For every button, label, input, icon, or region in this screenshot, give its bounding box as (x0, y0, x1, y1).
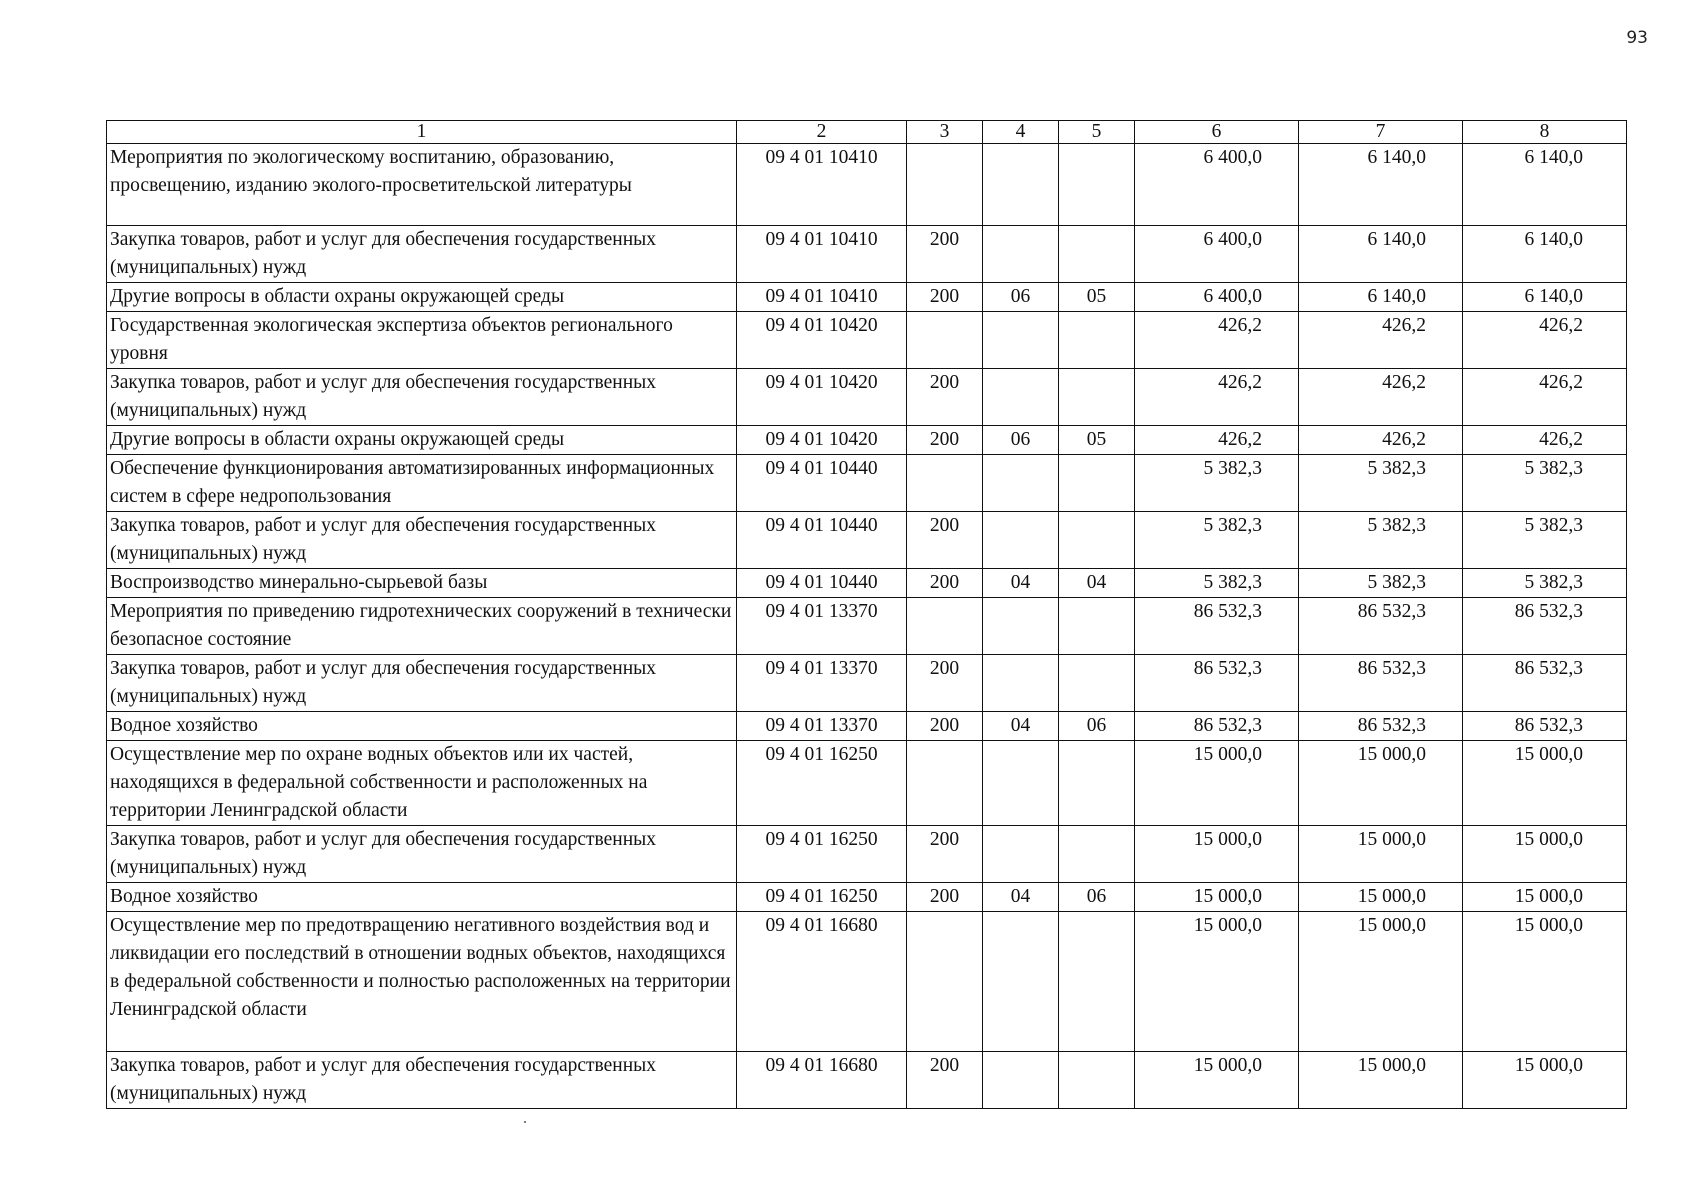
table-row (107, 226, 1627, 283)
cell-col3 (907, 741, 983, 826)
table-header-row (107, 121, 1627, 144)
cell-col7: 6 140,0 (1299, 144, 1463, 226)
table-row (107, 826, 1627, 883)
cell-col5 (1059, 455, 1135, 512)
cell-name: Обеспечение функционирования автоматизированных информационных систем в сфере недропользования (107, 455, 737, 512)
budget-table (106, 120, 1627, 1109)
cell-col5 (1059, 512, 1135, 569)
cell-col5 (1059, 655, 1135, 712)
cell-col8: 426,2 (1463, 426, 1627, 455)
cell-col6: 15 000,0 (1135, 826, 1299, 883)
cell-col8: 86 532,3 (1463, 655, 1627, 712)
table-row (107, 655, 1627, 712)
cell-col4 (983, 226, 1059, 283)
cell-col8: 6 140,0 (1463, 283, 1627, 312)
cell-col5: 05 (1059, 283, 1135, 312)
cell-col5 (1059, 912, 1135, 1052)
cell-col6: 426,2 (1135, 312, 1299, 369)
cell-code: 09 4 01 10440 (737, 569, 907, 598)
cell-code: 09 4 01 10420 (737, 426, 907, 455)
cell-col8: 5 382,3 (1463, 455, 1627, 512)
cell-col6: 5 382,3 (1135, 512, 1299, 569)
table-row (107, 512, 1627, 569)
cell-col6: 86 532,3 (1135, 712, 1299, 741)
cell-code: 09 4 01 13370 (737, 598, 907, 655)
cell-col3 (907, 912, 983, 1052)
cell-code: 09 4 01 16250 (737, 741, 907, 826)
column-header-2: 2 (737, 121, 907, 144)
cell-code: 09 4 01 16680 (737, 1052, 907, 1109)
cell-name: Другие вопросы в области охраны окружающей среды (107, 283, 737, 312)
cell-col4: 04 (983, 712, 1059, 741)
cell-col7: 6 140,0 (1299, 226, 1463, 283)
cell-col4 (983, 312, 1059, 369)
table-row (107, 312, 1627, 369)
column-header-3: 3 (907, 121, 983, 144)
cell-col6: 86 532,3 (1135, 655, 1299, 712)
cell-col3 (907, 455, 983, 512)
cell-col3: 200 (907, 369, 983, 426)
cell-col4: 04 (983, 883, 1059, 912)
cell-col6: 6 400,0 (1135, 226, 1299, 283)
cell-col4 (983, 655, 1059, 712)
cell-col3: 200 (907, 1052, 983, 1109)
cell-code: 09 4 01 10420 (737, 312, 907, 369)
cell-col8: 6 140,0 (1463, 226, 1627, 283)
table-row (107, 712, 1627, 741)
cell-col4 (983, 741, 1059, 826)
cell-col3 (907, 312, 983, 369)
cell-code: 09 4 01 16250 (737, 826, 907, 883)
cell-col5 (1059, 144, 1135, 226)
cell-col6: 426,2 (1135, 426, 1299, 455)
cell-col7: 15 000,0 (1299, 912, 1463, 1052)
cell-name: Закупка товаров, работ и услуг для обеспечения государственных (муниципальных) нужд (107, 369, 737, 426)
cell-col6: 15 000,0 (1135, 1052, 1299, 1109)
column-header-6: 6 (1135, 121, 1299, 144)
cell-col8: 426,2 (1463, 312, 1627, 369)
cell-name: Осуществление мер по охране водных объектов или их частей, находящихся в федеральной собственности и расположенных на территории Ленинградской области (107, 741, 737, 826)
table-row (107, 741, 1627, 826)
column-header-1: 1 (107, 121, 737, 144)
cell-col7: 426,2 (1299, 369, 1463, 426)
cell-name: Государственная экологическая экспертиза объектов регионального уровня (107, 312, 737, 369)
cell-code: 09 4 01 13370 (737, 655, 907, 712)
cell-col3: 200 (907, 283, 983, 312)
cell-col3: 200 (907, 826, 983, 883)
cell-col4 (983, 144, 1059, 226)
cell-col3: 200 (907, 512, 983, 569)
cell-col8: 86 532,3 (1463, 712, 1627, 741)
cell-col6: 15 000,0 (1135, 912, 1299, 1052)
cell-name: Воспроизводство минерально-сырьевой базы (107, 569, 737, 598)
cell-col6: 5 382,3 (1135, 455, 1299, 512)
cell-col5 (1059, 226, 1135, 283)
cell-col4 (983, 598, 1059, 655)
table-row (107, 883, 1627, 912)
cell-code: 09 4 01 16250 (737, 883, 907, 912)
cell-col5 (1059, 312, 1135, 369)
cell-name: Водное хозяйство (107, 883, 737, 912)
cell-col3: 200 (907, 712, 983, 741)
cell-col8: 15 000,0 (1463, 883, 1627, 912)
cell-col7: 6 140,0 (1299, 283, 1463, 312)
cell-col8: 6 140,0 (1463, 144, 1627, 226)
cell-col5 (1059, 369, 1135, 426)
cell-col7: 5 382,3 (1299, 512, 1463, 569)
cell-col7: 426,2 (1299, 312, 1463, 369)
cell-col5: 04 (1059, 569, 1135, 598)
cell-col5 (1059, 741, 1135, 826)
cell-col3 (907, 598, 983, 655)
cell-col8: 86 532,3 (1463, 598, 1627, 655)
cell-col6: 6 400,0 (1135, 283, 1299, 312)
cell-col7: 426,2 (1299, 426, 1463, 455)
cell-col5: 06 (1059, 883, 1135, 912)
cell-col8: 15 000,0 (1463, 741, 1627, 826)
cell-col7: 86 532,3 (1299, 598, 1463, 655)
cell-name: Мероприятия по приведению гидротехнических сооружений в технически безопасное состояние (107, 598, 737, 655)
cell-code: 09 4 01 10410 (737, 226, 907, 283)
cell-col4 (983, 455, 1059, 512)
cell-col3: 200 (907, 226, 983, 283)
table-row (107, 369, 1627, 426)
table-row (107, 569, 1627, 598)
cell-name: Другие вопросы в области охраны окружающей среды (107, 426, 737, 455)
cell-col6: 6 400,0 (1135, 144, 1299, 226)
cell-col3 (907, 144, 983, 226)
cell-name: Закупка товаров, работ и услуг для обеспечения государственных (муниципальных) нужд (107, 655, 737, 712)
cell-col7: 15 000,0 (1299, 883, 1463, 912)
cell-col6: 426,2 (1135, 369, 1299, 426)
table-row (107, 455, 1627, 512)
cell-col4: 06 (983, 426, 1059, 455)
column-header-7: 7 (1299, 121, 1463, 144)
cell-col8: 426,2 (1463, 369, 1627, 426)
cell-col8: 15 000,0 (1463, 1052, 1627, 1109)
cell-name: Водное хозяйство (107, 712, 737, 741)
cell-col7: 5 382,3 (1299, 569, 1463, 598)
cell-col7: 5 382,3 (1299, 455, 1463, 512)
cell-name: Закупка товаров, работ и услуг для обеспечения государственных (муниципальных) нужд (107, 226, 737, 283)
cell-col6: 5 382,3 (1135, 569, 1299, 598)
cell-col5 (1059, 826, 1135, 883)
cell-name: Мероприятия по экологическому воспитанию, образованию, просвещению, изданию эколого-просветительской литературы (107, 144, 737, 226)
cell-name: Осуществление мер по предотвращению негативного воздействия вод и ликвидации его последствий в отношении водных объектов, находящихся в федеральной собственности и полностью расположенных на территории Ленинградской области (107, 912, 737, 1052)
cell-code: 09 4 01 16680 (737, 912, 907, 1052)
cell-col7: 15 000,0 (1299, 1052, 1463, 1109)
cell-code: 09 4 01 10440 (737, 455, 907, 512)
cell-col3: 200 (907, 655, 983, 712)
cell-col3: 200 (907, 426, 983, 455)
cell-col4 (983, 512, 1059, 569)
cell-code: 09 4 01 13370 (737, 712, 907, 741)
cell-col4: 04 (983, 569, 1059, 598)
column-header-8: 8 (1463, 121, 1627, 144)
cell-name: Закупка товаров, работ и услуг для обеспечения государственных (муниципальных) нужд (107, 1052, 737, 1109)
table-row (107, 1052, 1627, 1109)
cell-col8: 5 382,3 (1463, 512, 1627, 569)
cell-col4 (983, 826, 1059, 883)
cell-col5: 06 (1059, 712, 1135, 741)
cell-col7: 15 000,0 (1299, 741, 1463, 826)
cell-col5 (1059, 598, 1135, 655)
cell-col4 (983, 912, 1059, 1052)
cell-col6: 15 000,0 (1135, 741, 1299, 826)
cell-col4 (983, 1052, 1059, 1109)
cell-col4 (983, 369, 1059, 426)
cell-col7: 15 000,0 (1299, 826, 1463, 883)
cell-col7: 86 532,3 (1299, 712, 1463, 741)
cell-col8: 15 000,0 (1463, 912, 1627, 1052)
column-header-4: 4 (983, 121, 1059, 144)
cell-col3: 200 (907, 883, 983, 912)
table-row (107, 144, 1627, 226)
cell-name: Закупка товаров, работ и услуг для обеспечения государственных (муниципальных) нужд (107, 512, 737, 569)
cell-col6: 15 000,0 (1135, 883, 1299, 912)
cell-col6: 86 532,3 (1135, 598, 1299, 655)
table-row (107, 598, 1627, 655)
cell-col8: 5 382,3 (1463, 569, 1627, 598)
column-header-5: 5 (1059, 121, 1135, 144)
cell-col3: 200 (907, 569, 983, 598)
table-row (107, 912, 1627, 1052)
scan-speck (524, 1121, 526, 1123)
cell-name: Закупка товаров, работ и услуг для обеспечения государственных (муниципальных) нужд (107, 826, 737, 883)
cell-col5 (1059, 1052, 1135, 1109)
cell-code: 09 4 01 10440 (737, 512, 907, 569)
cell-col5: 05 (1059, 426, 1135, 455)
table-row (107, 426, 1627, 455)
cell-col4: 06 (983, 283, 1059, 312)
cell-col7: 86 532,3 (1299, 655, 1463, 712)
cell-code: 09 4 01 10410 (737, 283, 907, 312)
cell-code: 09 4 01 10420 (737, 369, 907, 426)
table-row (107, 283, 1627, 312)
cell-col8: 15 000,0 (1463, 826, 1627, 883)
cell-code: 09 4 01 10410 (737, 144, 907, 226)
page-number: 93 (1626, 28, 1648, 48)
